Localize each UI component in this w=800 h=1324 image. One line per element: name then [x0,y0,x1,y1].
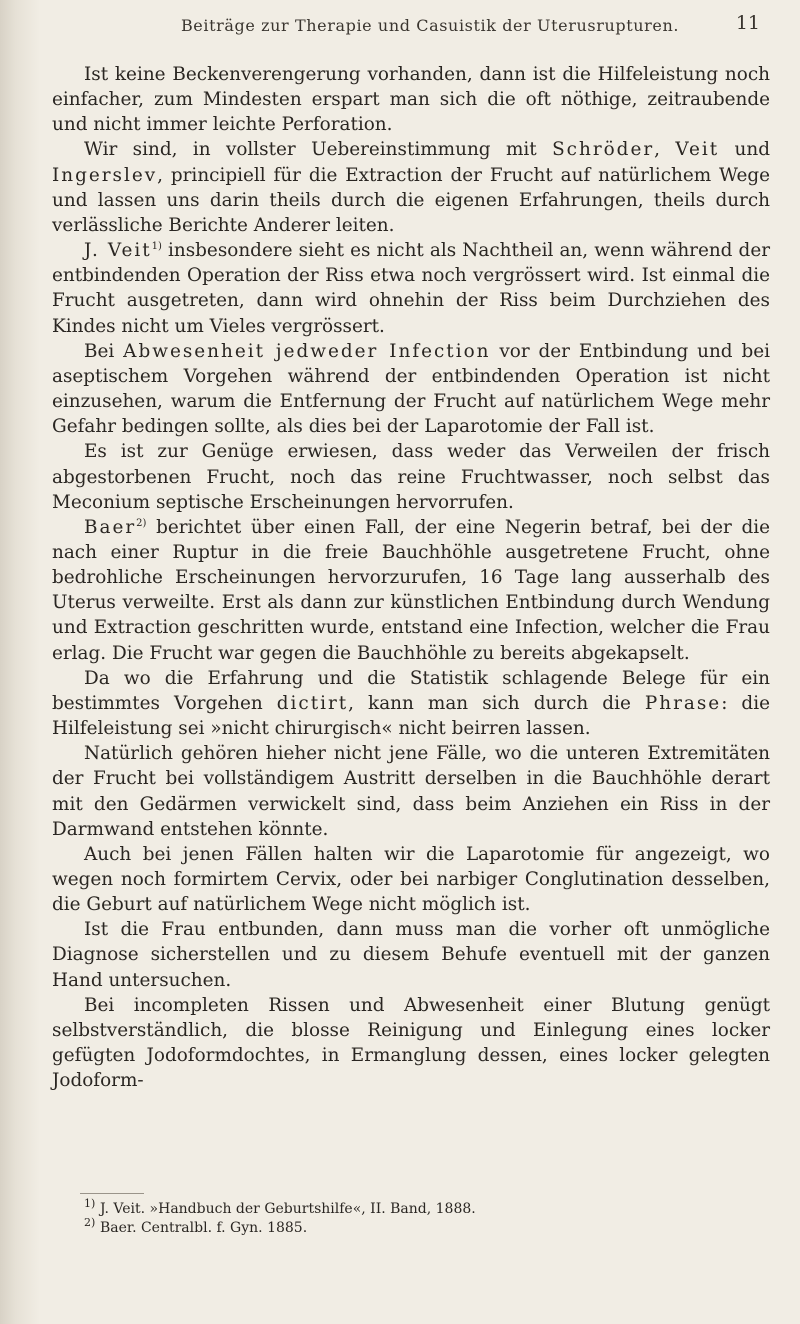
page-gutter-shadow [0,0,40,1324]
text-run: Da wo die Erfahrung und die Statistik schlagende Belege für ein bestimmtes Vorgehen [52,667,770,714]
emphasized-text: J. Veit [84,240,152,262]
text-run: Wir sind, in vollster Uebereinstimmung mit [84,139,553,161]
page-number: 11 [735,12,760,34]
footnote-text: J. Veit. »Handbuch der Geburtshilfe«, II. Band, 1888. [100,1201,476,1217]
text-run: und [719,139,770,161]
emphasized-text: Phrase [644,692,722,714]
footnote: 1) J. Veit. »Handbuch der Geburtshilfe«, II. Band, 1888. [84,1197,476,1217]
emphasized-text: Veit [675,139,720,161]
text-run: Bei incompleten Rissen und Abwesenheit einer Blutung genügt selbstverständlich, die blosse Reinigung und Einlegung eines locker gefügten Jodoformdochtes, in Ermanglung dessen, eines locker gelegten Jodoform- [52,994,770,1092]
emphasized-text: Ingerslev [52,164,158,186]
text-run: Ist keine Beckenverengerung vorhanden, dann ist die Hilfeleistung noch einfacher, zum Mindesten erspart man sich die oft nöthige, zeitraubende und nicht immer leichte Perforation. [52,64,770,136]
paragraph [52,238,770,339]
footnote-reference: 2) [136,517,147,529]
paragraph [52,741,770,842]
text-run: Es ist zur Genüge erwiesen, dass weder das Verweilen der frisch abgestorbenen Frucht, noch das reine Fruchtwasser, noch selbst das Meconium septische Erscheinungen hervorrufen. [52,441,770,513]
text-run: vor der Entbindung und bei aseptischem Vorgehen während der entbindenden Operation ist nicht einzusehen, warum die Entfernung der Frucht auf natürlichem Wege mehr Gefahr bedingen sollte, als dies bei der Laparotomie der Fall ist. [52,340,770,438]
paragraph [52,917,770,992]
paragraph [52,62,770,137]
paragraph [52,842,770,917]
emphasized-text: dictirt [276,692,349,714]
text-run: Bei [84,340,124,362]
text-run: Ist die Frau entbunden, dann muss man die vorher oft unmögliche Diagnose sicherstellen und zu diesem Behufe eventuell mit der ganzen Hand untersuchen. [52,919,770,991]
paragraph [52,993,770,1094]
text-run: Auch bei jenen Fällen halten wir die Laparotomie für angezeigt, wo wegen noch formirtem Cervix, oder bei narbiger Conglutination desselben, die Geburt auf natürlichem Wege nicht möglich ist. [52,843,770,916]
paragraph [52,137,770,238]
footnote-text: Baer. Centralbl. f. Gyn. 1885. [100,1220,308,1236]
footnote-reference: 1) [151,240,162,252]
text-run: insbesondere sieht es nicht als Nachtheil an, wenn während der entbindenden Operation der Riss etwa noch vergrössert wird. Ist einmal die Frucht ausgetreten, dann wird ohnehin der Riss beim Durchziehen des Kindes nicht um Vieles vergrössert. [52,240,770,337]
text-run: , kann man sich durch die [348,692,645,714]
text-run: , principiell für die Extraction der Frucht auf natürlichem Wege und lassen uns darin theils durch die eigenen Erfahrungen, theils durch verlässliche Berichte Anderer leiten. [52,164,770,236]
footnotes [84,1197,764,1238]
emphasized-text: Baer [84,516,137,538]
paragraph [52,515,770,666]
paragraph [52,666,770,741]
emphasized-text: Schröder [552,139,655,161]
emphasized-text: Abwesenheit jedweder Infection [123,340,491,362]
text-run: Natürlich gehören hieher nicht jene Fälle, wo die unteren Extremitäten der Frucht bei vollständigem Austritt derselben in die Bauchhöhle derart mit den Gedärmen verwickelt sind, dass beim Anziehen ein Riss in der Darmwand entstehen könnte. [52,743,770,840]
paragraph [52,339,770,440]
running-head: Beiträge zur Therapie und Casuistik der Uterusrupturen. [180,16,680,35]
body-text [52,62,770,1093]
footnote: 2) Baer. Centralbl. f. Gyn. 1885. [84,1216,308,1236]
page-header [100,12,760,40]
text-run: berichtet über einen Fall, der eine Negerin betraf, bei der die nach einer Ruptur in die freie Bauchhöhle ausgetretene Frucht, ohne bedrohliche Erscheinungen hervorzurufen, 16 Tage lang ausserhalb des Uterus verweilte. Erst als dann zur künstlichen Entbindung durch Wendung und Extraction geschritten wurde, entstand eine Infection, welcher die Frau erlag. Die Frucht war gegen die Bauchhöhle zu bereits abgekapselt. [52,516,770,664]
footnote-rule [80,1193,144,1194]
text-run: : die Hilfeleistung sei »nicht chirurgisch« nicht beirren lassen. [52,692,770,740]
text-run: , [654,139,676,161]
paragraph [52,439,770,514]
